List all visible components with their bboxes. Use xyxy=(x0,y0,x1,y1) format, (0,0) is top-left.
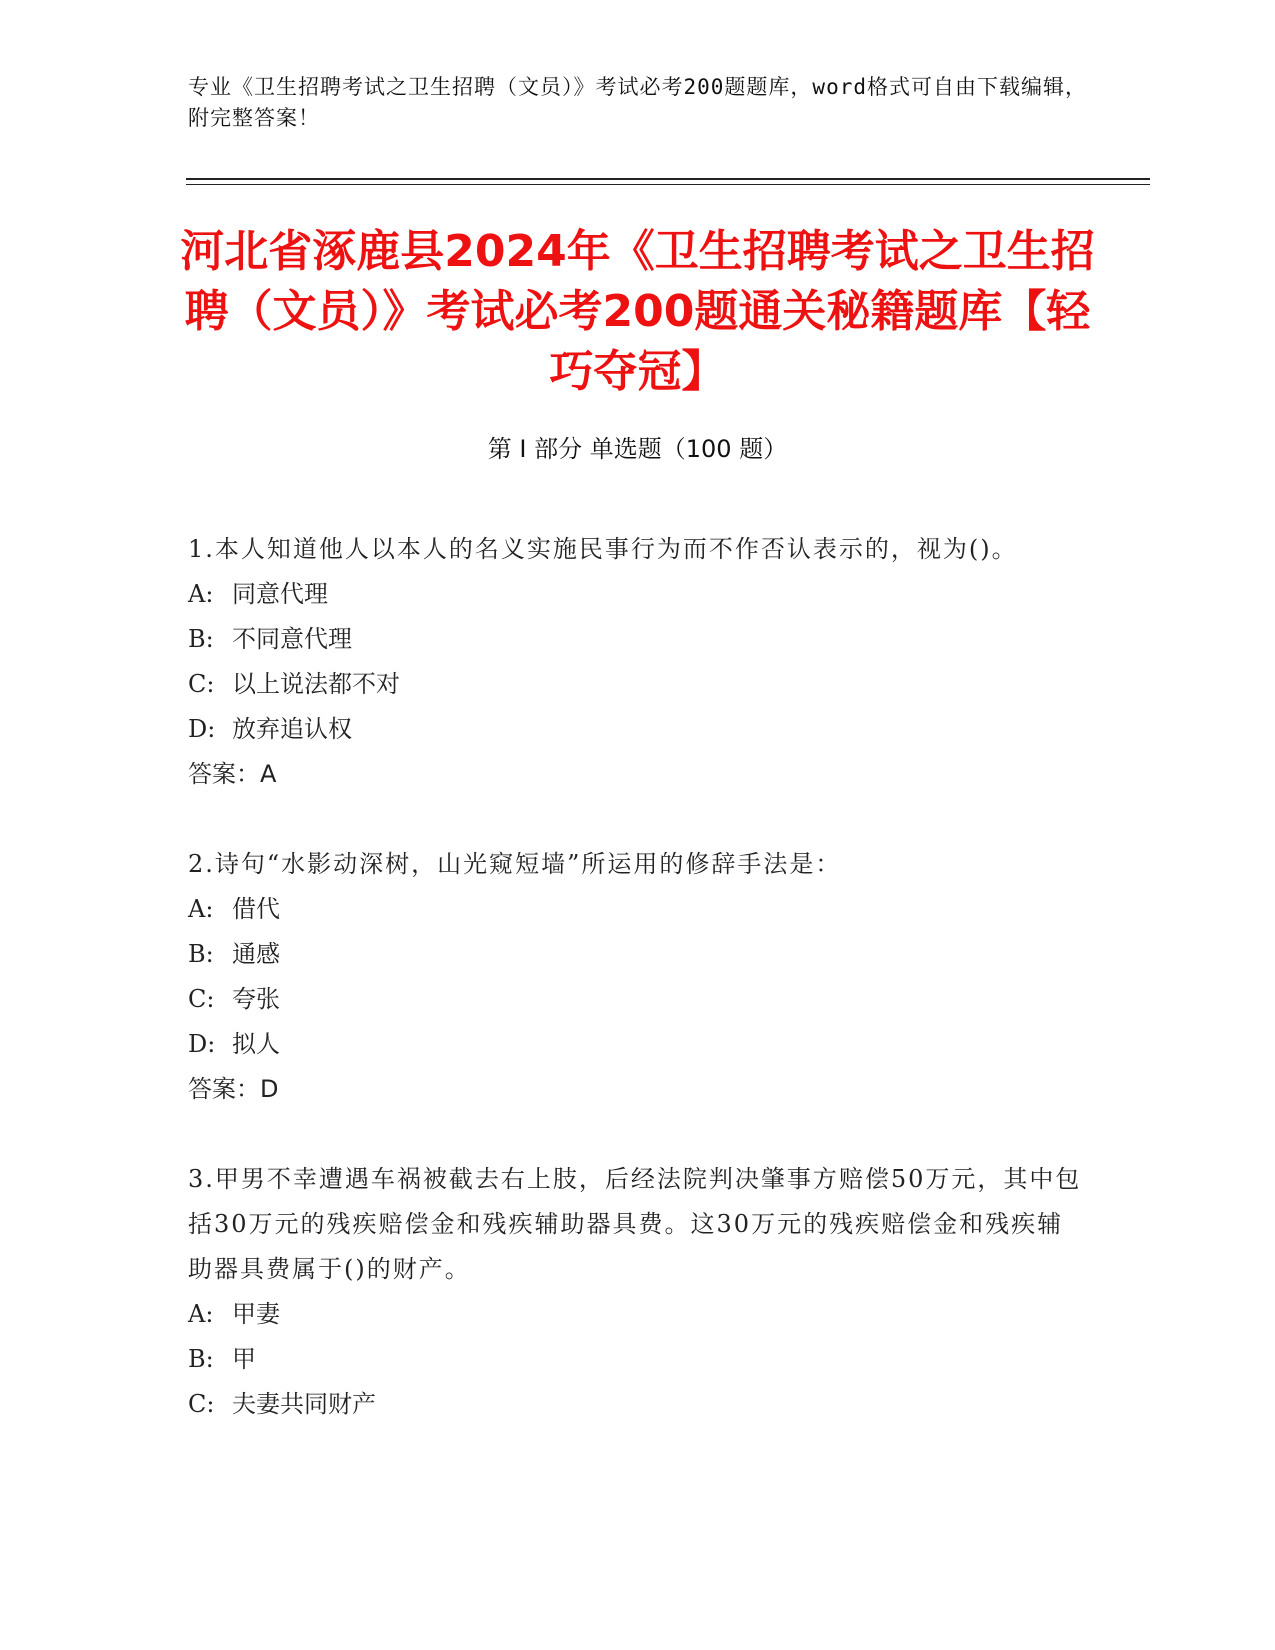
option-text: 放弃追认权 xyxy=(232,715,352,743)
option-letter: B: xyxy=(188,625,214,653)
question-option xyxy=(188,977,1088,1022)
option-text: 甲 xyxy=(232,1345,256,1373)
option-letter: C: xyxy=(188,1390,215,1418)
option-letter: B: xyxy=(188,940,214,968)
option-text: 借代 xyxy=(232,895,280,923)
question-option xyxy=(188,932,1088,977)
section-heading: 第 I 部分 单选题（100 题） xyxy=(487,435,788,463)
option-text: 同意代理 xyxy=(232,580,328,608)
question-option xyxy=(188,707,1088,752)
document-title: 河北省涿鹿县2024年《卫生招聘考试之卫生招聘（文员）》考试必考200题通关秘籍题库【轻巧夺冠】 xyxy=(180,226,1095,397)
question-stem: 1.本人知道他人以本人的名义实施民事行为而不作否认表示的，视为()。 xyxy=(188,535,1018,563)
header-note: 专业《卫生招聘考试之卫生招聘（文员）》考试必考200题题库，word格式可自由下载编辑，附完整答案！ xyxy=(188,75,1087,130)
question-item xyxy=(188,1157,1088,1427)
option-letter: D: xyxy=(188,1030,216,1058)
option-text: 夸张 xyxy=(232,985,280,1013)
option-text: 夫妻共同财产 xyxy=(232,1390,376,1418)
option-letter: A: xyxy=(188,580,214,608)
option-text: 不同意代理 xyxy=(232,625,352,653)
option-letter: C: xyxy=(188,670,215,698)
header-divider-thick xyxy=(186,178,1150,180)
header-divider-thin xyxy=(186,184,1150,185)
question-answer: 答案：A xyxy=(188,760,277,788)
option-text: 以上说法都不对 xyxy=(232,670,400,698)
option-letter: B: xyxy=(188,1345,214,1373)
question-item xyxy=(188,527,1088,797)
option-text: 拟人 xyxy=(232,1030,280,1058)
option-text: 甲妻 xyxy=(232,1300,280,1328)
question-answer: 答案：D xyxy=(188,1075,279,1103)
question-option xyxy=(188,1292,1088,1337)
question-item xyxy=(188,842,1088,1112)
question-option xyxy=(188,1022,1088,1067)
question-option xyxy=(188,572,1088,617)
question-option xyxy=(188,662,1088,707)
option-letter: A: xyxy=(188,895,214,923)
question-option xyxy=(188,1337,1088,1382)
question-option xyxy=(188,617,1088,662)
option-letter: C: xyxy=(188,985,215,1013)
option-letter: D: xyxy=(188,715,216,743)
question-stem: 3.甲男不幸遭遇车祸被截去右上肢，后经法院判决肇事方赔偿50万元，其中包括30万元的残疾赔偿金和残疾辅助器具费。这30万元的残疾赔偿金和残疾辅助器具费属于()的财产。 xyxy=(188,1165,1082,1283)
question-stem: 2.诗句“水影动深树，山光窥短墙”所运用的修辞手法是： xyxy=(188,850,842,878)
option-letter: A: xyxy=(188,1300,214,1328)
option-text: 通感 xyxy=(232,940,280,968)
question-option xyxy=(188,887,1088,932)
question-list xyxy=(188,527,1088,1472)
question-option xyxy=(188,1382,1088,1427)
